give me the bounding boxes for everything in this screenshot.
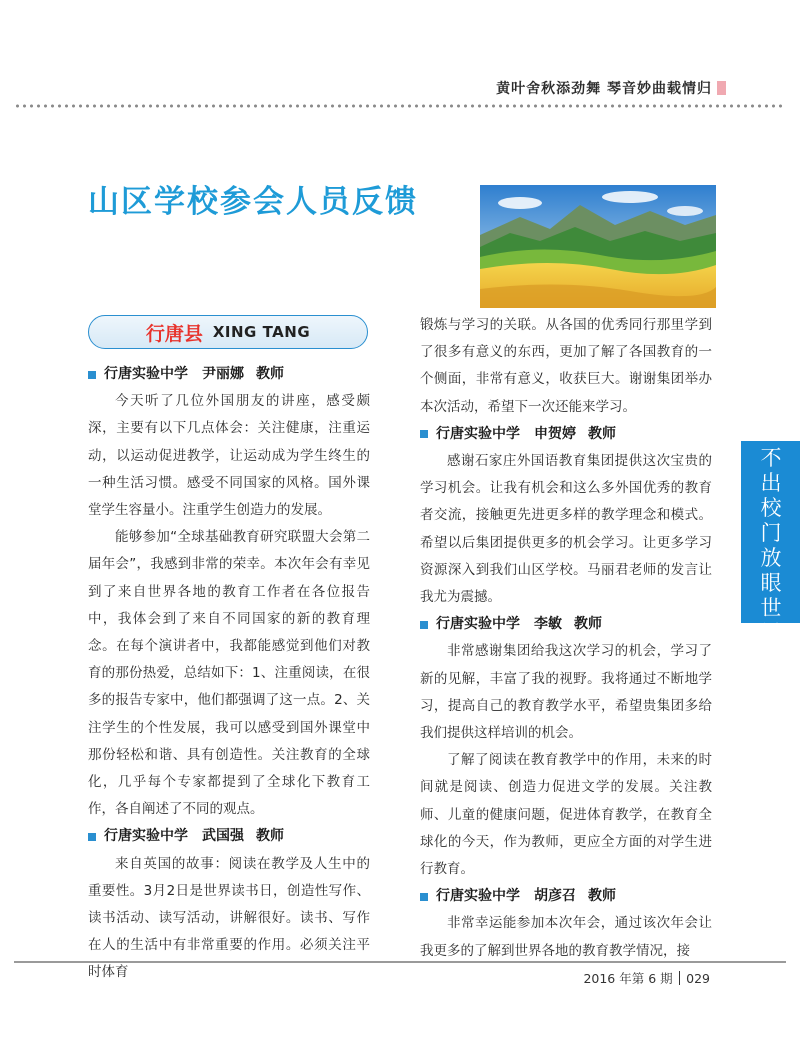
- landscape-illustration: [480, 185, 716, 308]
- left-column: [88, 361, 370, 987]
- county-name-en: XING TANG: [212, 323, 311, 341]
- county-name-cn: 行唐县: [145, 322, 203, 345]
- paragraph: 今天听了几位外国朋友的讲座，感受颇深，主要有以下几点体会：关注健康，注重运动，以运动促进教学，让运动成为学生终生的一种生活习惯。感受不同国家的风格。国外课堂学生容量小。注重学生创造力的发展。: [88, 393, 370, 519]
- speaker-school: 行唐实验中学: [436, 425, 520, 442]
- speaker-school: 行唐实验中学: [104, 828, 188, 845]
- square-bullet-icon: [420, 621, 428, 629]
- paragraph: 非常幸运能参加本次年会，通过该次年会让我更多的了解到世界各地的教育教学情况，接: [420, 915, 712, 959]
- speaker-school: 行唐实验中学: [436, 616, 520, 633]
- footer-rule: [14, 961, 786, 963]
- paragraph: 非常感谢集团给我这次学习的机会，学习了新的见解，丰富了我的视野。我将通过不断地学习，提高自己的教育教学水平，希望贵集团多给我们提供这样培训的机会。: [420, 643, 712, 742]
- footer: [583, 969, 710, 987]
- paragraph-continued: 锻炼与学习的关联。从各国的优秀同行那里学到了很多有意义的东西，更加了解了各国教育的一个侧面，非常有意义，收获巨大。谢谢集团举办本次活动，希望下一次还能来学习。: [420, 317, 712, 415]
- speaker-school: 行唐实验中学: [104, 366, 188, 382]
- speaker-name: 胡彦召: [534, 888, 576, 905]
- speaker-role: 教师: [256, 366, 284, 382]
- speaker-name: 李敏: [534, 616, 562, 633]
- page-title: 山区学校参会人员反馈: [88, 184, 418, 220]
- speaker-name: 申贺婷: [534, 425, 576, 442]
- header-tagline: 黄叶舍秋添劲舞 琴音妙曲载情归: [496, 81, 712, 97]
- speaker-line: [420, 421, 712, 448]
- issue-label: 2016 年第 6 期: [583, 971, 673, 986]
- square-bullet-icon: [420, 893, 428, 901]
- page-number: 029: [686, 970, 710, 986]
- right-column: [420, 312, 712, 965]
- speaker-line: [88, 823, 370, 850]
- paragraph: 能够参加“全球基础教育研究联盟大会第二届年会”，我感到非常的荣幸。本次年会有幸见到了来自世界各地的教育工作者在各位报告中，我体会到了来自不同国家的新的教育理念。在每个演讲者中，我都能感觉到他们对教育的那份热爱，总结如下：1、注重阅读，在很多的报告专家中，他们都强调了这一点。2、关注学生的个性发展，我可以感受到国外课堂中那份轻松和谐、具有创造性。关注教育的全球化，几乎每个专家都提到了全球化下教育工作，各自阐述了不同的观点。: [88, 529, 370, 818]
- square-bullet-icon: [420, 430, 428, 438]
- speaker-role: 教师: [588, 888, 616, 905]
- speaker-name: 尹丽娜: [202, 366, 244, 382]
- side-section-label: 不出校门放眼世界工程: [760, 446, 782, 695]
- square-bullet-icon: [88, 833, 96, 841]
- speaker-name: 武国强: [202, 828, 244, 845]
- paragraph: 感谢石家庄外国语教育集团提供这次宝贵的学习机会。让我有机会和这么多外国优秀的教育者交流，接触更先进更多样的教学理念和模式。希望以后集团提供更多的机会学习。让更多学习资源深入到我们山区学校。马丽君老师的发言让我尤为震撼。: [420, 453, 712, 606]
- header-accent-box: [717, 81, 726, 95]
- speaker-role: 教师: [256, 828, 284, 845]
- paragraph: 来自英国的故事：阅读在教学及人生中的重要性。3月2日是世界读书日，创造性写作、读书活动、读写活动，讲解很好。读书、写作在人的生活中有非常重要的作用。必须关注平时体育: [88, 855, 370, 981]
- speaker-line: [88, 361, 370, 388]
- header-dotted-rule: [14, 104, 786, 108]
- square-bullet-icon: [88, 371, 96, 379]
- speaker-line: [420, 883, 712, 910]
- speaker-role: 教师: [588, 425, 616, 442]
- county-banner: [88, 315, 368, 349]
- paragraph: 了解了阅读在教育教学中的作用，未来的时间就是阅读、创造力促进文学的发展。关注教师、儿童的健康问题，促进体育教学，在教育全球化的今天，作为教师，更应全方面的对学生进行教育。: [420, 752, 712, 878]
- speaker-school: 行唐实验中学: [436, 888, 520, 905]
- footer-separator: [679, 971, 681, 985]
- speaker-role: 教师: [574, 616, 602, 633]
- speaker-line: [420, 611, 712, 638]
